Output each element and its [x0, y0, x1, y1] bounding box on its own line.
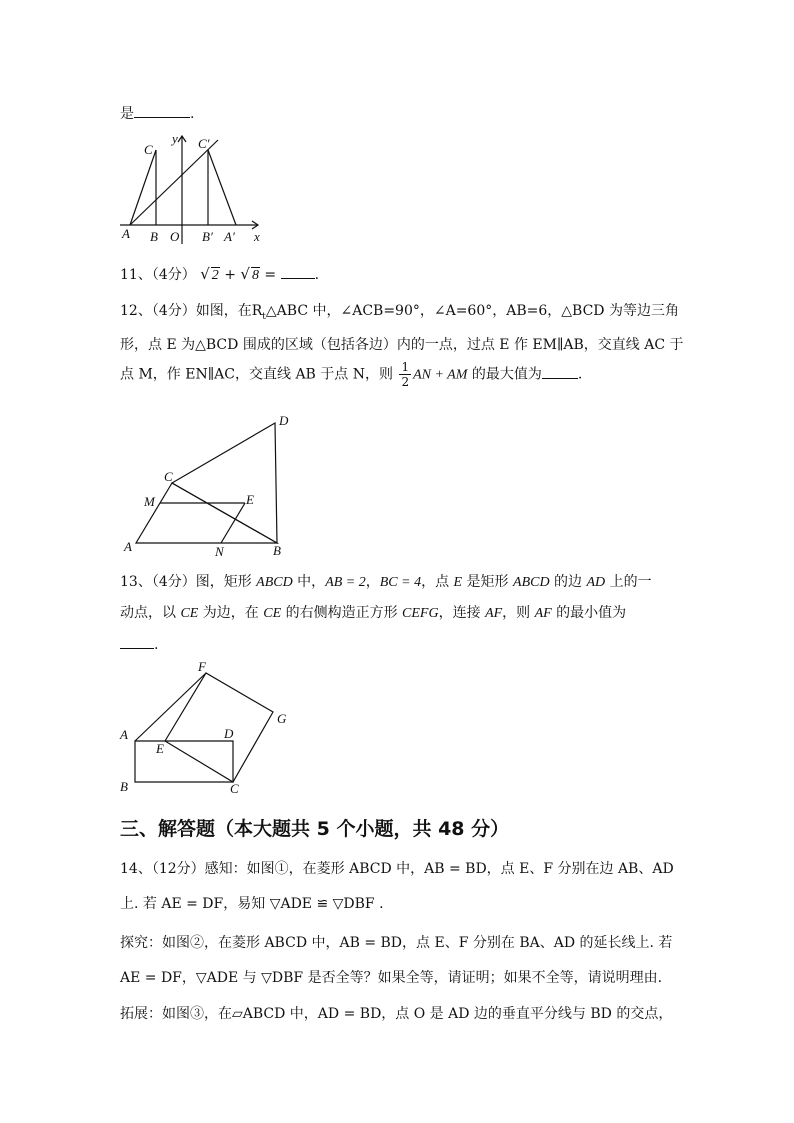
q14-line-4: AE = DF，▽ADE 与 ▽DBF 是否全等？如果全等，请证明；如果不全等，请说明理由.: [120, 970, 663, 986]
q13-math: AF: [534, 606, 552, 621]
label-A: A: [124, 539, 132, 554]
label-C: C: [144, 142, 153, 157]
label-C-prime: C′: [198, 136, 210, 151]
q14-line-5: 拓展：如图③，在▱ABCD 中，AD = BD，点 O 是 AD 边的垂直平分线与 BD 的交点，: [120, 1006, 673, 1022]
label-E: E: [156, 741, 164, 756]
q13-text: ，则: [502, 605, 535, 621]
q13-math: CE: [180, 606, 199, 621]
label-E: E: [246, 492, 254, 507]
rectangle-ABCD: [135, 741, 233, 782]
label-F: F: [198, 659, 206, 674]
q13-math: ABCD: [513, 575, 550, 590]
figure-q12: [122, 410, 302, 560]
q12-text-2: 形，点 E 为△BCD 围成的区域（包括各边）内的一点，过点 E 作 EM∥AB，交直线 AC 于: [120, 337, 684, 353]
q13-text: ，连接: [438, 605, 486, 621]
q13-end: .: [154, 637, 159, 653]
label-D: D: [279, 413, 289, 428]
q13-line-2: [120, 602, 626, 622]
q10-suffix: .: [190, 106, 195, 122]
q13-math: CE: [263, 606, 282, 621]
q14-line-1: 14、（12分）感知：如图①，在菱形 ABCD 中，AB = BD，点 E、F 分别在边 AB、AD: [120, 861, 674, 877]
label-G: G: [277, 711, 287, 726]
square-CEFG: [165, 673, 273, 782]
label-A-prime: A′: [224, 229, 235, 244]
label-N: N: [215, 544, 224, 559]
q11-label: 11、（4分）: [120, 267, 196, 283]
q13-math: ABCD: [256, 575, 293, 590]
figure-q10: [118, 128, 278, 246]
segment-C-prime-A-prime: [208, 150, 236, 225]
q12-text-3b: 的最大值为: [467, 366, 542, 383]
q13-math: AF: [485, 606, 503, 621]
triangle-BCD: [172, 423, 277, 543]
q12-line-2: [120, 334, 684, 354]
q13-math: CEFG: [402, 606, 439, 621]
triangle-ABC: [136, 483, 277, 543]
sqrt-symbol: √: [200, 265, 210, 283]
q12-frac-den: 2: [401, 375, 410, 389]
q13-text: ，点: [421, 574, 454, 590]
question-11: [120, 264, 319, 284]
q12-text-1b: △ABC 中，∠ACB=90°，∠A=60°，AB=6，△BCD 为等边三角: [265, 303, 679, 319]
plus-sign: +: [224, 267, 236, 283]
q12-line-3: [120, 360, 582, 389]
label-A: A: [120, 727, 128, 742]
q12-line-1: [120, 300, 679, 322]
section-heading: 三、解答题（本大题共 5 个小题，共 48 分）: [120, 818, 510, 840]
label-y: y: [172, 131, 178, 146]
q13-text: 的边: [549, 574, 587, 590]
q11-answer-blank[interactable]: [281, 266, 315, 279]
label-C: C: [164, 469, 173, 484]
q13-text: 13、（4分）图，矩形: [120, 574, 257, 590]
q12-fraction: [399, 360, 411, 389]
q13-math: AD: [586, 575, 606, 590]
q12-subscript: t: [262, 311, 266, 322]
q12-text-3a: 点 M，作 EN∥AC，交直线 AB 于点 N，则: [120, 366, 393, 383]
q12-answer-blank[interactable]: [542, 366, 578, 379]
q11-suffix: .: [314, 267, 320, 283]
segment-AC: [130, 150, 156, 225]
q13-text: 是矩形: [462, 574, 514, 590]
label-B: B: [273, 543, 281, 558]
label-C: C: [230, 781, 239, 796]
q12-text-1a: 12、（4分）如图，在R: [120, 303, 263, 319]
q10-prefix: 是: [120, 106, 134, 122]
q10-answer-blank[interactable]: [134, 105, 190, 118]
q14-line-3: 探究：如图②，在菱形 ABCD 中，AB = BD，点 E、F 分别在 BA、AD 的延长线上. 若: [120, 935, 673, 951]
sqrt-symbol: √: [240, 265, 250, 283]
label-B: B: [120, 779, 128, 794]
q13-text: 上的一: [605, 574, 652, 590]
q13-text: 的最小值为: [551, 605, 627, 621]
label-B: B: [150, 229, 158, 244]
q14-line-2: 上. 若 AE = DF，易知 ▽ADE ≌ ▽DBF .: [120, 896, 384, 912]
q13-answer-blank[interactable]: [120, 636, 154, 649]
q12-end: .: [577, 366, 583, 383]
q11-equals: =: [259, 267, 281, 283]
q12-expression: AN + AM: [413, 367, 468, 383]
q11-radicand-1: 2: [211, 268, 219, 283]
figure-q13: [118, 660, 298, 795]
q13-text: 为边，在: [198, 605, 264, 621]
q13-math: E: [453, 575, 463, 590]
q12-frac-num: 1: [401, 360, 410, 374]
label-D: D: [224, 726, 234, 741]
q13-text: 的右侧构造正方形: [281, 605, 403, 621]
label-O: O: [170, 229, 180, 244]
q13-line-3: [120, 636, 158, 653]
label-A: A: [122, 226, 130, 241]
q13-math: BC = 4: [379, 575, 422, 590]
label-M: M: [144, 494, 155, 509]
label-B-prime: B′: [202, 229, 213, 244]
q13-text: ，: [365, 574, 380, 590]
q13-math: AB = 2: [325, 575, 366, 590]
q11-radicand-2: 8: [251, 268, 259, 283]
q13-text: 中，: [292, 574, 326, 590]
q13-line-1: [120, 571, 652, 591]
q13-text: 动点，以: [120, 605, 181, 621]
q10-answer-line: [120, 103, 194, 123]
label-x: x: [254, 229, 260, 244]
